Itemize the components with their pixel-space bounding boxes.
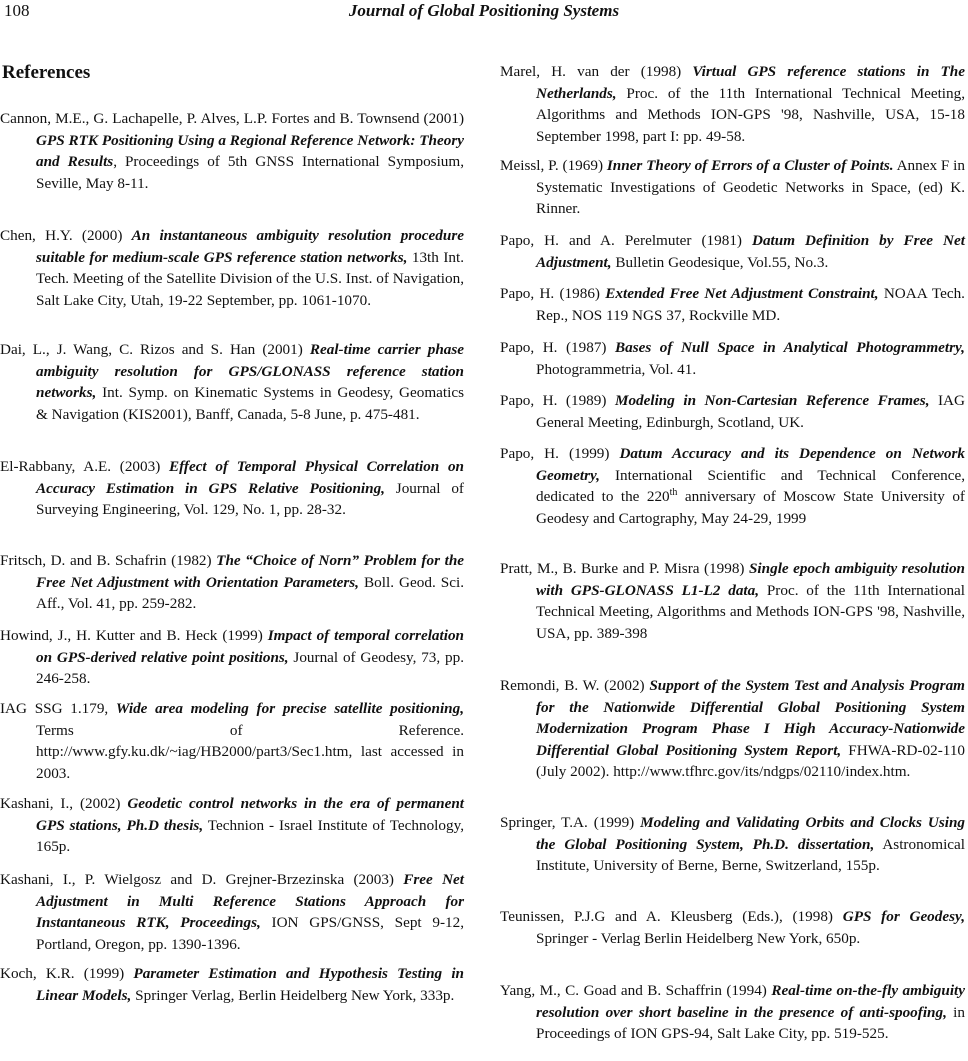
reference-entry: Howind, J., H. Kutter and B. Heck (1999) Impact of temporal correlation on GPS-derived relative point positions, Journal of Geodesy, 73, pp. 246-258.	[0, 627, 464, 688]
references-heading: References	[2, 62, 91, 83]
reference-entry: Yang, M., C. Goad and B. Schaffrin (1994) Real-time on-the-fly ambiguity resolution over short baseline in the presence of anti-spoofing, in Proceedings of ION GPS-94, Salt Lake City, pp. 519-525.	[500, 982, 965, 1043]
reference-entry: Springer, T.A. (1999) Modeling and Validating Orbits and Clocks Using the Global Positioning System, Ph.D. dissertation, Astronomical Institute, University of Berne, Berne, Switzerland, 155p.	[500, 814, 965, 875]
reference-entry: Cannon, M.E., G. Lachapelle, P. Alves, L.P. Fortes and B. Townsend (2001) GPS RTK Positioning Using a Regional Reference Network: Theory and Results, Proceedings of 5th GNSS International Symposium, Seville, May 8-11.	[0, 110, 464, 192]
reference-entry: Kashani, I., (2002) Geodetic control networks in the era of permanent GPS stations, Ph.D thesis, Technion - Israel Institute of Technology, 165p.	[0, 795, 464, 856]
reference-entry: Remondi, B. W. (2002) Support of the System Test and Analysis Program for the Nationwide Differential Global Positioning System Modernization Program Phase I High Accuracy-Nationwide Differential Global Positioning System Report, FHWA-RD-02-110 (July 2002). http://www.tfhrc.gov/its/ndgps/02110/index.htm.	[500, 677, 966, 781]
reference-entry: Papo, H. and A. Perelmuter (1981) Datum Definition by Free Net Adjustment, Bulletin Geodesique, Vol.55, No.3.	[500, 232, 965, 271]
reference-entry: Dai, L., J. Wang, C. Rizos and S. Han (2001) Real-time carrier phase ambiguity resolution for GPS/GLONASS reference station networks, Int. Symp. on Kinematic Systems in Geodesy, Geomatics & Navigation (KIS2001), Banff, Canada, 5-8 June, p. 475-481.	[0, 341, 465, 423]
reference-entry: Pratt, M., B. Burke and P. Misra (1998) Single epoch ambiguity resolution with GPS-GLONASS L1-L2 data, Proc. of the 11th International Technical Meeting, Algorithms and Methods ION-GPS '98, Nashville, USA, pp. 389-398	[500, 560, 965, 642]
reference-entry: Chen, H.Y. (2000) An instantaneous ambiguity resolution procedure suitable for medium-scale GPS reference station networks, 13th Int. Tech. Meeting of the Satellite Division of the U.S. Inst. of Navigation, Salt Lake City, Utah, 19-22 September, pp. 1061-1070.	[0, 227, 464, 309]
reference-entry: Koch, K.R. (1999) Parameter Estimation and Hypothesis Testing in Linear Models, Springer Verlag, Berlin Heidelberg New York, 333p.	[0, 965, 464, 1004]
reference-entry: Fritsch, D. and B. Schafrin (1982) The “Choice of Norn” Problem for the Free Net Adjustment with Orientation Parameters, Boll. Geod. Sci. Aff., Vol. 41, pp. 259-282.	[0, 552, 465, 613]
reference-entry: Marel, H. van der (1998) Virtual GPS reference stations in The Netherlands, Proc. of the 11th International Technical Meeting, Algorithms and Methods ION-GPS '98, Nashville, USA, 15-18 September 1998, part I: pp. 49-58.	[500, 63, 965, 145]
ordinal-superscript: th	[669, 487, 678, 499]
running-head: Journal of Global Positioning Systems	[348, 1, 620, 20]
reference-entry: Papo, H. (1989) Modeling in Non-Cartesian Reference Frames, IAG General Meeting, Edinburgh, Scotland, UK.	[500, 392, 965, 431]
reference-entry: Teunissen, P.J.G and A. Kleusberg (Eds.), (1998) GPS for Geodesy, Springer - Verlag Berlin Heidelberg New York, 650p.	[500, 908, 965, 947]
reference-entry: El-Rabbany, A.E. (2003) Effect of Temporal Physical Correlation on Accuracy Estimation in GPS Relative Positioning, Journal of Surveying Engineering, Vol. 129, No. 1, pp. 28-32.	[0, 458, 464, 519]
reference-entry: Kashani, I., P. Wielgosz and D. Grejner-Brzezinska (2003) Free Net Adjustment in Multi Reference Stations Approach for Instantaneous RTK, Proceedings, ION GPS/GNSS, Sept 9-12, Portland, Oregon, pp. 1390-1396.	[0, 871, 464, 953]
page-number: 108	[4, 1, 30, 20]
reference-entry: Papo, H. (1986) Extended Free Net Adjustment Constraint, NOAA Tech. Rep., NOS 119 NGS 37, Rockville MD.	[500, 285, 965, 324]
reference-entry: Meissl, P. (1969) Inner Theory of Errors of a Cluster of Points. Annex F in Systematic Investigations of Geodetic Networks in Space, (ed) K. Rinner.	[500, 157, 965, 218]
reference-entry: IAG SSG 1.179, Wide area modeling for precise satellite positioning, Terms of Reference. http://www.gfy.ku.dk/~iag/HB2000/part3/Sec1.htm, last accessed in 2003.	[0, 700, 464, 782]
reference-entry: Papo, H. (1987) Bases of Null Space in Analytical Photogrammetry, Photogrammetria, Vol. 41.	[500, 339, 965, 378]
reference-entry: Papo, H. (1999) Datum Accuracy and its Dependence on Network Geometry, International Scientific and Technical Conference, dedicated to the 220th anniversary of Moscow State University of Geodesy and Cartography, May 24-29, 1999	[500, 445, 965, 527]
